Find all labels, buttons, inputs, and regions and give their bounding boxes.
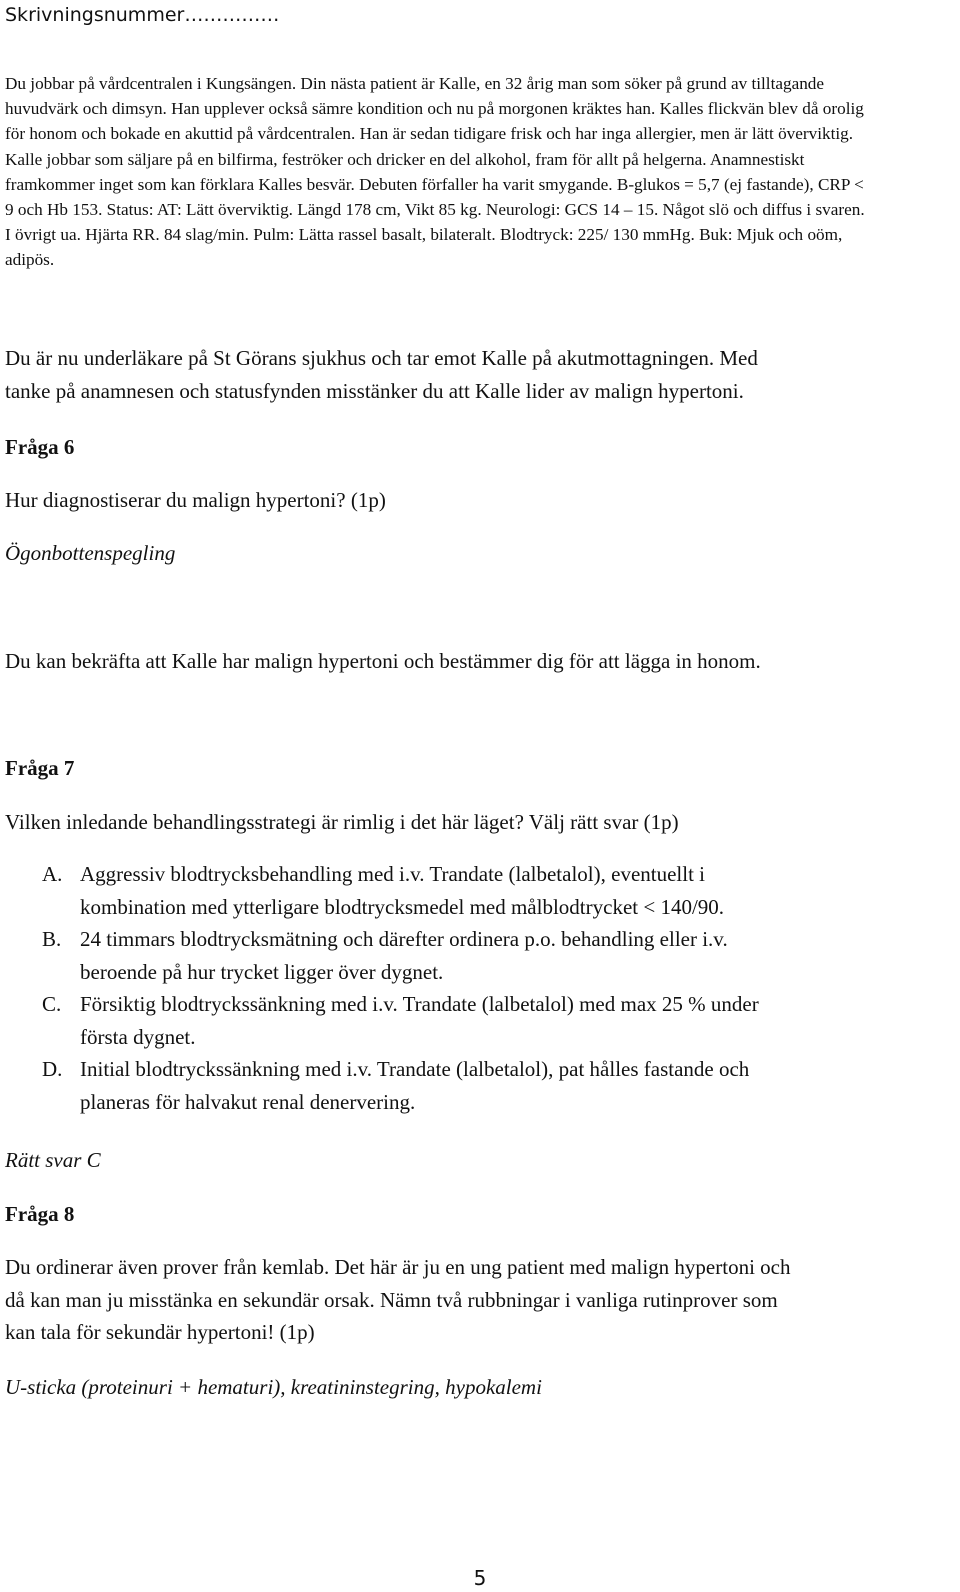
option-d: [0, 1053, 960, 1118]
option-letter: D.: [42, 1057, 63, 1081]
option-b: [0, 923, 960, 988]
option-a: [0, 858, 960, 923]
option-line: Försiktig blodtryckssänkning med i.v. Trandate (lalbetalol) med max 25 % under: [80, 992, 759, 1016]
exam-number-header: Skrivningsnummer……………: [5, 4, 280, 26]
intro-line: framkommer inget som kan förklara Kalles besvär. Debuten förfaller ha varit smygande. B-glukos = 5,7 (ej fastande), CRP <: [5, 174, 864, 194]
scenario-line: tanke på anamnesen och statusfynden misstänker du att Kalle lider av malign hypertoni.: [5, 378, 744, 403]
question-7-title: Fråga 7: [5, 756, 75, 780]
option-line: kombination med ytterligare blodtrycksmedel med målblodtrycket < 140/90.: [80, 894, 725, 919]
intro-line: Kalle jobbar som säljare på en bilfirma, feströker och dricker en del alkohol, fram för allt på helgerna. Anamnestiskt: [5, 149, 805, 169]
option-line: första dygnet.: [80, 1024, 196, 1049]
question-8-line: Du ordinerar även prover från kemlab. Det här är ju en ung patient med malign hypertoni och: [5, 1255, 791, 1279]
confirmation-text: Du kan bekräfta att Kalle har malign hypertoni och bestämmer dig för att lägga in honom.: [5, 649, 761, 673]
option-line: beroende på hur trycket ligger över dygnet.: [80, 959, 444, 984]
question-8-answer: U-sticka (proteinuri + hematuri), kreatininstegring, hypokalemi: [5, 1375, 542, 1399]
question-6-title: Fråga 6: [5, 435, 75, 459]
intro-line: huvudvärk och dimsyn. Han upplever också sämre kondition och nu på morgonen kräktes han. Kalles flickvän blev då orolig: [5, 99, 864, 119]
question-7-answer: Rätt svar C: [5, 1148, 101, 1172]
question-7-text: Vilken inledande behandlingsstrategi är rimlig i det här läget? Välj rätt svar (1p): [5, 810, 679, 834]
option-line: 24 timmars blodtrycksmätning och därefter ordinera p.o. behandling eller i.v.: [80, 927, 728, 951]
question-7-options: [0, 858, 960, 1118]
intro-line: Du jobbar på vårdcentralen i Kungsängen. Din nästa patient är Kalle, en 32 årig man som söker på grund av tilltagande: [5, 74, 825, 93]
scenario-line: Du är nu underläkare på St Görans sjukhus och tar emot Kalle på akutmottagningen. Med: [5, 346, 758, 370]
question-6-text: Hur diagnostiserar du malign hypertoni? (1p): [5, 488, 386, 512]
question-8-title: Fråga 8: [5, 1202, 75, 1226]
page-number: 5: [473, 1566, 487, 1590]
option-letter: B.: [42, 927, 62, 951]
question-8-line: kan tala för sekundär hypertoni! (1p): [5, 1320, 315, 1344]
patient-case-intro: [5, 71, 865, 273]
question-8-text: [5, 1251, 790, 1349]
intro-line: 9 och Hb 153. Status: AT: Lätt överviktig. Längd 178 cm, Vikt 85 kg. Neurologi: GCS 14 – 15. Något slö och diffus i svaren.: [5, 200, 865, 220]
question-6-answer: Ögonbottenspegling: [5, 541, 176, 565]
option-line: planeras för halvakut renal denervering.: [80, 1089, 416, 1114]
option-letter: A.: [42, 862, 63, 886]
option-line: Aggressiv blodtrycksbehandling med i.v. Trandate (lalbetalol), eventuellt i: [80, 862, 706, 886]
intro-line: I övrigt ua. Hjärta RR. 84 slag/min. Pulm: Lätta rassel basalt, bilateralt. Blodtryck: 225/ 130 mmHg. Buk: Mjuk och oöm,: [5, 225, 843, 245]
option-c: [0, 988, 960, 1053]
intro-line: adipös.: [5, 250, 55, 270]
question-8-line: då kan man ju misstänka en sekundär orsak. Nämn två rubbningar i vanliga rutinprover som: [5, 1287, 778, 1312]
intro-line: för honom och bokade en akuttid på vårdcentralen. Han är sedan tidigare frisk och har inga allergier, men är lätt överviktig.: [5, 124, 854, 144]
option-letter: C.: [42, 992, 62, 1016]
scenario-paragraph: [5, 342, 758, 407]
option-line: Initial blodtryckssänkning med i.v. Trandate (lalbetalol), pat hålles fastande och: [80, 1057, 750, 1081]
